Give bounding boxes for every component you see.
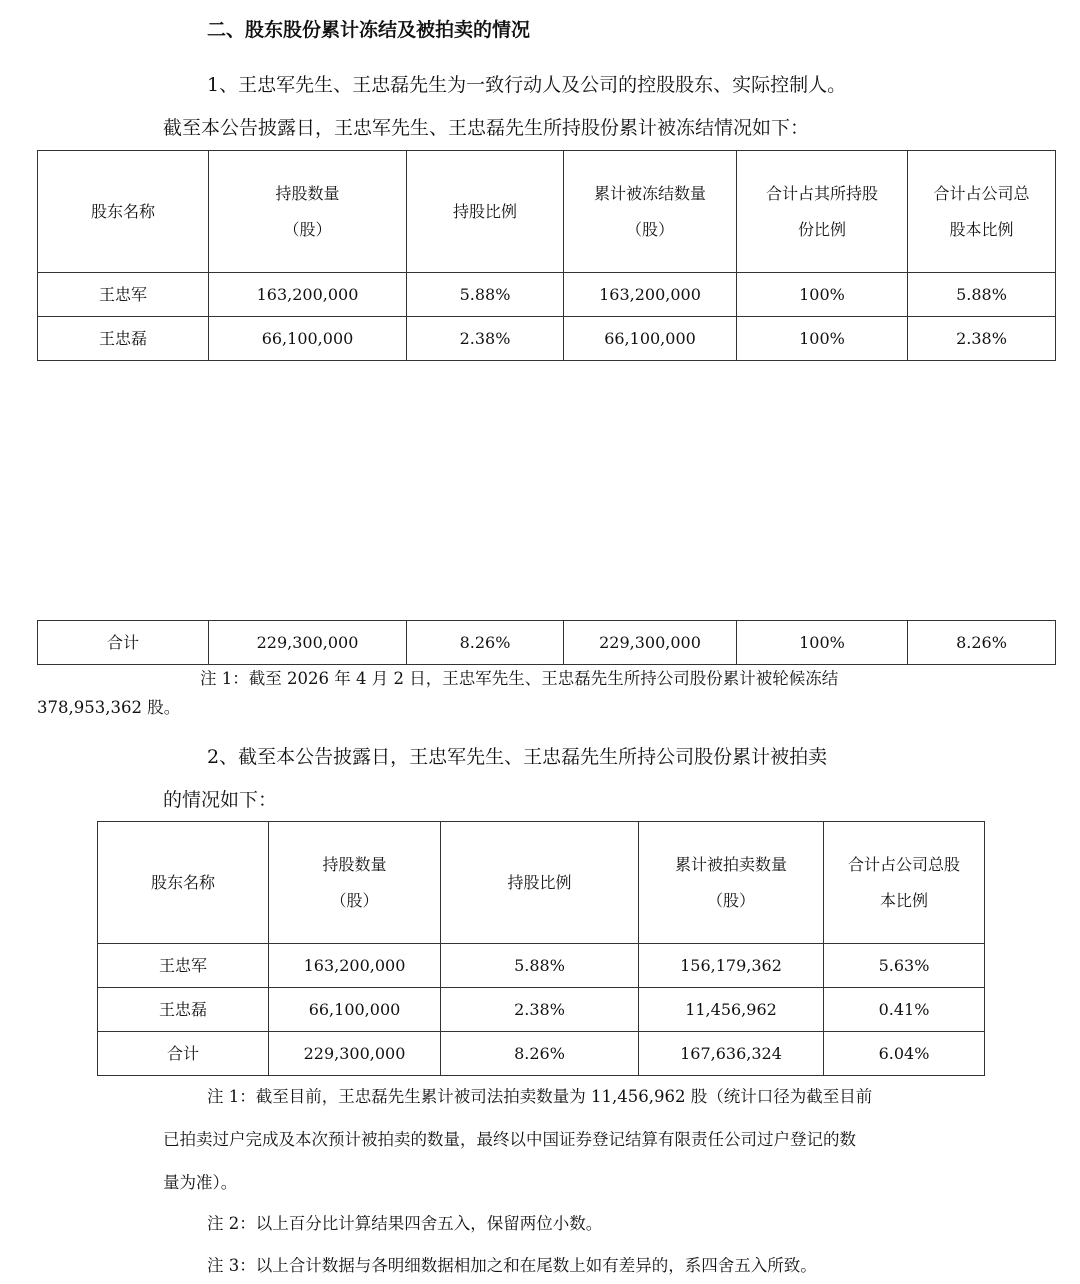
column-header: 合计占其所持股 份比例 [737,151,908,273]
table-cell: 5.88% [908,273,1056,317]
table-cell: 100% [737,273,908,317]
table-row [98,988,985,1032]
table-cell: 163,200,000 [564,273,737,317]
freeze-note-line-2: 378,953,362 股。 [37,698,181,717]
table-cell: 2.38% [441,988,639,1032]
table-row [38,317,1056,361]
column-header: 合计占公司总股 本比例 [824,822,985,944]
column-header: 持股比例 [441,822,639,944]
column-header: 累计被冻结数量 （股） [564,151,737,273]
section-title: 二、股东股份累计冻结及被拍卖的情况 [207,19,531,41]
table-header-row [98,822,985,944]
auction-note-1-line-2: 已拍卖过户完成及本次预计被拍卖的数量，最终以中国证券登记结算有限责任公司过户登记的数 [163,1130,856,1149]
freeze-table [37,150,1056,361]
column-header: 股东名称 [38,151,209,273]
auction-note-1-line-1: 注 1：截至目前，王忠磊先生累计被司法拍卖数量为 11,456,962 股（统计口径为截至目前 [207,1087,873,1106]
paragraph-2-line-2: 的情况如下： [163,789,278,811]
column-header: 持股数量 （股） [269,822,441,944]
column-header: 合计占公司总 股本比例 [908,151,1056,273]
column-header: 累计被拍卖数量 （股） [639,822,824,944]
auction-table [97,821,985,1076]
table-cell: 100% [737,621,908,665]
auction-note-1-line-3: 量为准）。 [163,1173,238,1192]
table-cell: 6.04% [824,1032,985,1076]
table-cell: 王忠军 [98,944,269,988]
table-cell: 66,100,000 [564,317,737,361]
table-row [38,621,1056,665]
table-cell: 合计 [98,1032,269,1076]
table-cell: 合计 [38,621,209,665]
table-cell: 66,100,000 [269,988,441,1032]
table-cell: 11,456,962 [639,988,824,1032]
table-cell: 王忠磊 [98,988,269,1032]
paragraph-1-line-2: 截至本公告披露日，王忠军先生、王忠磊先生所持股份累计被冻结情况如下： [163,117,810,139]
table-cell: 229,300,000 [209,621,407,665]
table-cell: 8.26% [441,1032,639,1076]
freeze-note-line-1: 注 1：截至 2026 年 4 月 2 日，王忠军先生、王忠磊先生所持公司股份累计被轮候冻结 [200,669,839,688]
table-cell: 163,200,000 [209,273,407,317]
table-cell: 5.88% [407,273,564,317]
table-cell: 0.41% [824,988,985,1032]
table-row [98,944,985,988]
column-header: 股东名称 [98,822,269,944]
table-cell: 2.38% [407,317,564,361]
table-cell: 156,179,362 [639,944,824,988]
table-cell: 5.88% [441,944,639,988]
table-cell: 229,300,000 [564,621,737,665]
table-cell: 8.26% [407,621,564,665]
auction-note-3: 注 3：以上合计数据与各明细数据相加之和在尾数上如有差异的，系四舍五入所致。 [207,1256,817,1275]
freeze-table-total [37,620,1056,665]
table-row [98,1032,985,1076]
table-cell: 王忠军 [38,273,209,317]
table-cell: 5.63% [824,944,985,988]
auction-note-2: 注 2：以上百分比计算结果四舍五入，保留两位小数。 [207,1214,603,1233]
column-header: 持股数量 （股） [209,151,407,273]
table-cell: 王忠磊 [38,317,209,361]
table-cell: 8.26% [908,621,1056,665]
table-cell: 100% [737,317,908,361]
table-cell: 66,100,000 [209,317,407,361]
table-row [38,273,1056,317]
column-header: 持股比例 [407,151,564,273]
table-header-row [38,151,1056,273]
table-cell: 2.38% [908,317,1056,361]
paragraph-1-line-1: 1、王忠军先生、王忠磊先生为一致行动人及公司的控股股东、实际控制人。 [207,74,847,96]
table-cell: 229,300,000 [269,1032,441,1076]
paragraph-2-line-1: 2、截至本公告披露日，王忠军先生、王忠磊先生所持公司股份累计被拍卖 [207,746,828,768]
table-cell: 167,636,324 [639,1032,824,1076]
table-cell: 163,200,000 [269,944,441,988]
